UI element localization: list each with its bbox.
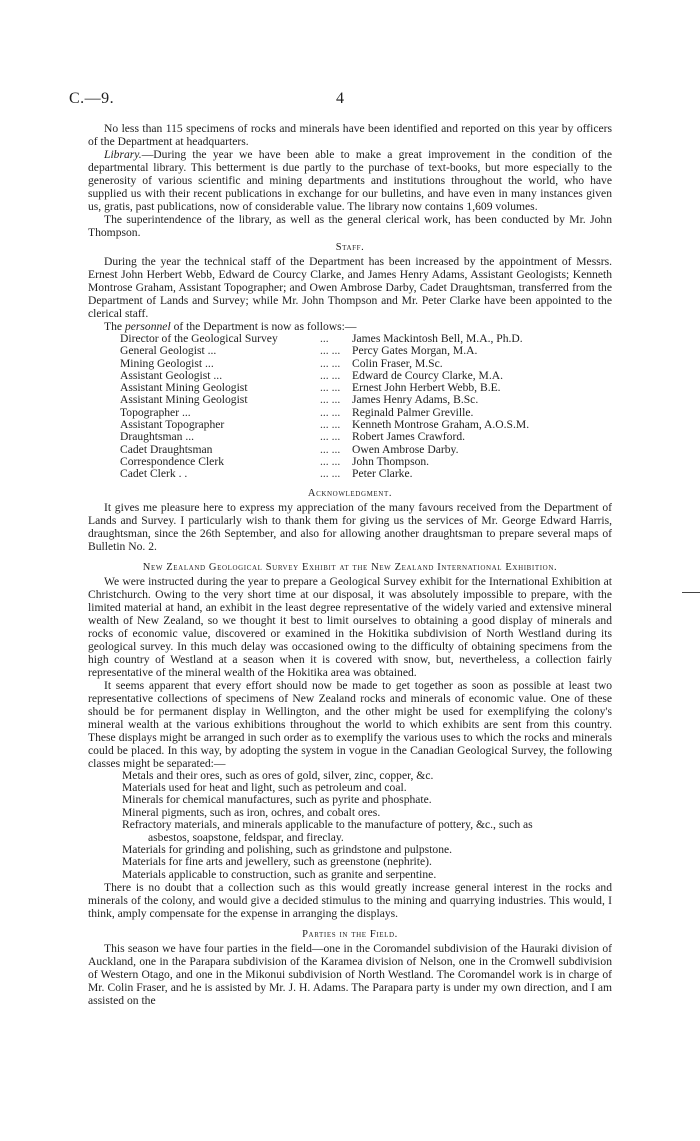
staff-row <box>120 345 529 357</box>
acknowledgment-paragraph: It gives me pleasure here to express my appreciation of the many favours received from the Department of Lands and Survey. I particularly wish to thank them for giving us the services of Mr. George Edward Harris, draughtsman, since the 26th September, and also for allowing another draughtsman to prepare several maps of Bulletin No. 2. <box>88 500 612 553</box>
acknowledgment-heading: Acknowledgment. <box>307 487 393 499</box>
exhibit-paragraph-2: It seems apparent that every effort should now be made to get together as soon as possible at least two representative collections of specimens of New Zealand rocks and minerals of economic value. One of these should be for permanent display in Wellington, and the other might be used for exemplifying the colony's mineral wealth at the various exhibitions throughout the world to which exhibits are sent from this country. These displays might be arranged in such order as to exemplify the various uses to which the rocks and minerals could be placed. In this way, by adopting the system in vogue in the Canadian Geological Survey, the following classes might be separated:— <box>88 678 612 770</box>
staff-name: Robert James Crawford. <box>352 430 466 444</box>
staff-name: Edward de Courcy Clarke, M.A. <box>352 368 504 382</box>
personnel-intro: The personnel of the Department is now as follows:— <box>104 320 357 333</box>
class-item <box>122 869 612 881</box>
staff-position: Director of the Geological Survey <box>120 332 278 345</box>
staff-position: Assistant Topographer <box>120 418 225 432</box>
class-item-text: Materials used for heat and light, such as petroleum and coal. <box>122 780 407 794</box>
staff-position: Correspondence Clerk <box>120 454 224 468</box>
parties-heading: Parties in the Field. <box>302 929 398 941</box>
exhibit-paragraph-3: There is no doubt that a collection such as this would greatly increase general interest in the rocks and minerals of the colony, and would give a decided stimulus to the mining and quarrying industries. This would, I think, amply compensate for the expense in arranging the displays. <box>88 881 612 921</box>
exhibit-heading: New Zealand Geological Survey Exhibit at the New Zealand International Exhibition. <box>142 561 558 573</box>
superintendence-paragraph: The superintendence of the library, as well as the general clerical work, has been conducted by Mr. John Thompson. <box>88 213 612 239</box>
staff-name: Ernest John Herbert Webb, B.E. <box>352 381 501 395</box>
specimens-paragraph: No less than 115 specimens of rocks and minerals have been identified and reported on this year by officers of the Department at headquarters. <box>88 122 612 148</box>
library-label: Library. <box>104 148 142 161</box>
leader-dots: ... ... <box>320 381 341 395</box>
leader-dots: ... ... <box>320 393 341 407</box>
staff-table <box>120 333 529 481</box>
staff-position: Draughtsman ... <box>120 430 195 444</box>
staff-name: Percy Gates Morgan, M.A. <box>352 344 478 358</box>
leader-dots: ... ... <box>320 467 341 481</box>
staff-name: James Henry Adams, B.Sc. <box>352 393 479 407</box>
staff-heading: Staff. <box>335 242 365 253</box>
staff-name: John Thompson. <box>352 454 430 468</box>
leader-dots: ... ... <box>320 368 341 382</box>
body-text <box>88 122 612 1007</box>
staff-name: Reginald Palmer Greville. <box>352 405 474 419</box>
page-number: 4 <box>336 90 344 107</box>
staff-name: Kenneth Montrose Graham, A.O.S.M. <box>352 418 530 432</box>
staff-row <box>120 394 529 406</box>
leader-dots: ... ... <box>320 405 341 419</box>
staff-paragraph: During the year the technical staff of the Department has been increased by the appointment of Messrs. Ernest John Herbert Webb, Edward de Courcy Clarke, and James Henry Adams, Assistant Geologists; Kenneth Montrose Graham, Assistant Topographer; and Owen Ambrose Darby, Cadet Draughtsman, transferred from the Department of Lands and Survey; while Mr. John Thompson and Mr. Peter Clarke have been appointed to the clerical staff. <box>88 255 612 320</box>
class-item-text: Materials for fine arts and jewellery, such as greenstone (nephrite). <box>122 855 432 869</box>
staff-position: General Geologist ... <box>120 344 217 358</box>
class-item-text: Minerals for chemical manufactures, such as pyrite and phosphate. <box>122 793 432 807</box>
class-item-text: Materials applicable to construction, such as granite and serpentine. <box>122 867 437 881</box>
library-paragraph <box>88 148 612 213</box>
leader-dots: ... <box>320 332 329 345</box>
class-item-text: Metals and their ores, such as ores of gold, silver, zinc, copper, &c. <box>122 768 434 782</box>
class-item-text: Refractory materials, and minerals applicable to the manufacture of pottery, &c., such as <box>122 818 533 832</box>
staff-position: Assistant Mining Geologist <box>120 393 248 407</box>
class-item <box>122 819 612 844</box>
staff-name: Peter Clarke. <box>352 467 413 481</box>
personnel-word: personnel <box>124 320 171 333</box>
staff-row <box>120 431 529 443</box>
leader-dots: ... ... <box>320 430 341 444</box>
staff-position: Mining Geologist ... <box>120 356 214 370</box>
staff-name: James Mackintosh Bell, M.A., Ph.D. <box>352 332 523 345</box>
staff-position: Assistant Geologist ... <box>120 368 223 382</box>
report-code: C.—9. <box>69 90 115 107</box>
library-text: —During the year we have been able to make a great improvement in the condition of the departmental library. This betterment is due partly to the purchase of text-books, but more especially to the generosity of various scientific and mining departments and institutions throughout the world, who have supplied us with their recent publications in exchange for our bulletins, and have even in many instances given us, gratis, past publications, now of considerable value. The library now contains 1,609 volumes. <box>88 148 612 213</box>
staff-position: Topographer ... <box>120 405 191 419</box>
classes-list <box>122 770 612 882</box>
leader-dots: ... ... <box>320 344 341 358</box>
leader-dots: ... ... <box>320 454 341 468</box>
staff-position: Cadet Clerk . . <box>120 467 188 481</box>
staff-name: Owen Ambrose Darby. <box>352 442 459 456</box>
staff-position: Cadet Draughtsman <box>120 442 213 456</box>
staff-row <box>120 468 529 480</box>
class-item-text: Materials for grinding and polishing, such as grindstone and pulpstone. <box>122 843 453 856</box>
class-item-continuation: asbestos, soapstone, feldspar, and fireclay. <box>148 830 344 844</box>
staff-position: Assistant Mining Geologist <box>120 381 248 395</box>
class-item-text: Mineral pigments, such as iron, ochres, and cobalt ores. <box>122 805 381 819</box>
leader-dots: ... ... <box>320 442 341 456</box>
exhibit-paragraph-1: We were instructed during the year to prepare a Geological Survey exhibit for the International Exhibition at Christchurch. Owing to the very short time at our disposal, it was absolutely impossible to prepare, with the limited material at hand, an exhibit in the least degree representative of the widely varied and extensive mineral wealth of New Zealand, so we thought it best to limit ourselves to obtaining a good display of minerals and rocks of economic value, discovered or examined in the Hokitika subdivision of North Westland during its geological survey. In this much delay was occasioned owing to the difficulty of obtaining specimens from the high country of Westland at a season when it is covered with snow, but, nevertheless, a collection fairly representative of the mineral wealth of the Hokitika area was obtained. <box>88 574 612 679</box>
parties-paragraph: This season we have four parties in the field—one in the Coromandel subdivision of the Hauraki division of Auckland, one in the Parapara subdivision of the Karamea division of Nelson, one in the Cromwell subdivision of Western Otago, and one in the Mikonui subdivision of North Westland. The Coromandel work is in charge of Mr. Colin Fraser, and he is assisted by Mr. J. H. Adams. The Parapara party is under my own direction, and I am assisted on the <box>88 942 612 1008</box>
staff-name: Colin Fraser, M.Sc. <box>352 356 443 370</box>
leader-dots: ... ... <box>320 418 341 432</box>
margin-mark <box>682 592 700 593</box>
leader-dots: ... ... <box>320 356 341 370</box>
